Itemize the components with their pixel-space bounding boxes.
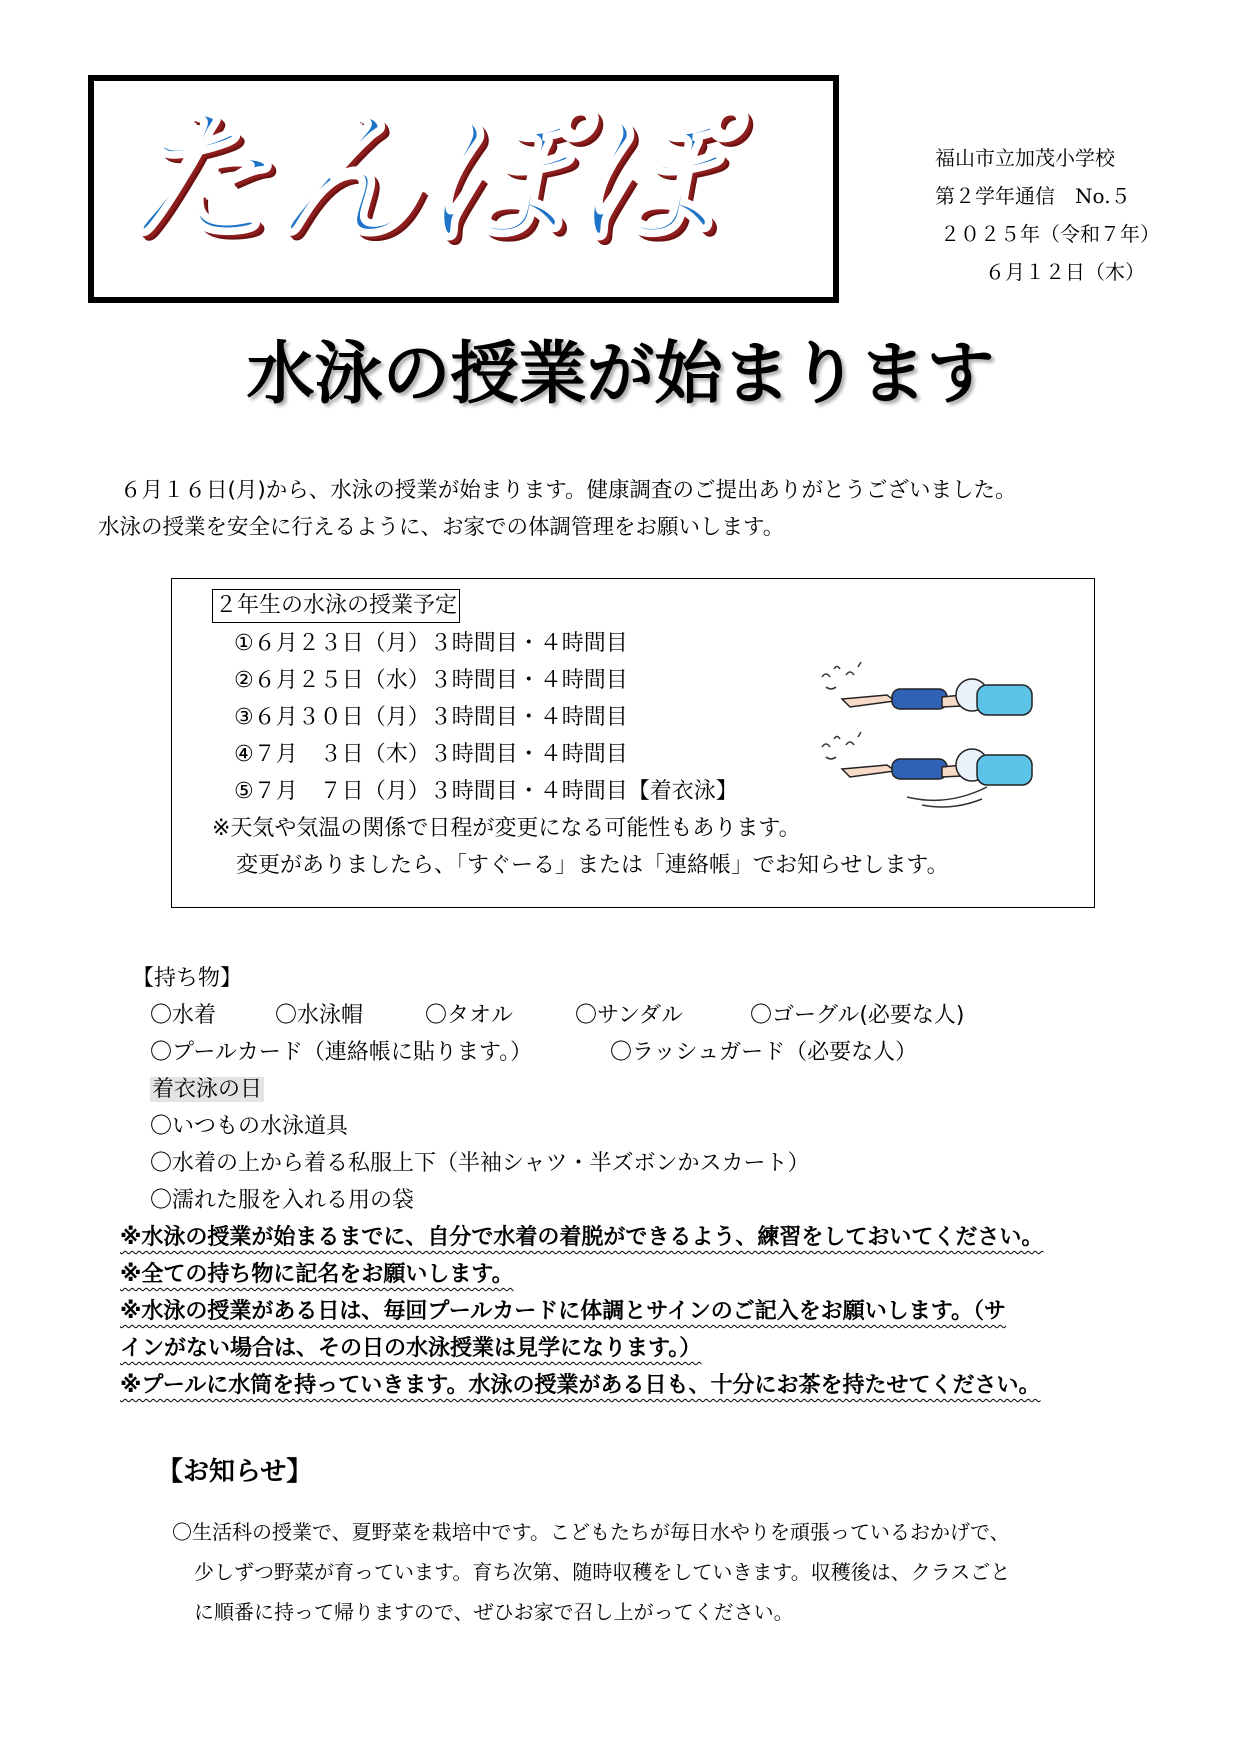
- chakui-label: 着衣泳の日: [152, 1077, 263, 1102]
- schedule-note-1: ※天気や気温の関係で日程が変更になる可能性もあります。: [212, 816, 801, 841]
- warning-3-cont: インがない場合は、その日の水泳授業は見学になります。）: [120, 1336, 702, 1361]
- issue-date: ６月１２日（木）: [985, 260, 1145, 284]
- school-name: 福山市立加茂小学校: [935, 146, 1115, 170]
- item-pool-card: 〇プールカード（連絡帳に貼ります。）: [150, 1040, 533, 1065]
- notice-heading: 【お知らせ】: [157, 1457, 313, 1487]
- warning-3: ※水泳の授業がある日は、毎回プールカードに体調とサインのご記入をお願いします。（サ: [120, 1299, 1006, 1324]
- item-goggles: 〇ゴーグル(必要な人): [750, 1003, 965, 1028]
- schedule-note-2: 変更がありましたら、「すぐーる」または「連絡帳」でお知らせします。: [236, 853, 949, 878]
- chakui-section: [150, 1071, 264, 1108]
- issue-year: ２０２５年（令和７年）: [940, 222, 1160, 246]
- newsletter-number: 第２学年通信 No.５: [935, 184, 1131, 208]
- belongings-row-1: [150, 997, 965, 1034]
- schedule-item-2: ②６月２５日（水）３時間目・４時間目: [234, 668, 628, 693]
- swimmers-illustration: [812, 647, 1052, 812]
- chakui-item-2: 〇水着の上から着る私服上下（半袖シャツ・半ズボンかスカート）: [150, 1151, 810, 1176]
- item-sandals: 〇サンダル: [575, 1003, 684, 1028]
- newsletter-title: たんぽぽ: [122, 91, 722, 263]
- warning-4: ※プールに水筒を持っていきます。水泳の授業がある日も、十分にお茶を持たせてください。: [120, 1373, 1041, 1398]
- belongings-heading: 【持ち物】: [132, 966, 243, 991]
- schedule-item-5: ⑤７月 ７日（月）３時間目・４時間目【着衣泳】: [234, 779, 738, 804]
- notice-line-2: 少しずつ野菜が育っています。育ち次第、随時収穫をしていきます。収穫後は、クラスごと: [194, 1560, 1011, 1584]
- chakui-item-1: 〇いつもの水泳道具: [150, 1114, 349, 1139]
- item-towel: 〇タオル: [425, 1003, 514, 1028]
- warning-1: ※水泳の授業が始まるまでに、自分で水着の着脱ができるよう、練習をしておいてください。: [120, 1225, 1044, 1250]
- schedule-box: [171, 578, 1095, 908]
- chakui-item-3: 〇濡れた服を入れる用の袋: [150, 1188, 415, 1213]
- intro-line-2: 水泳の授業を安全に行えるように、お家での体調管理をお願いします。: [98, 515, 785, 540]
- schedule-title: ２年生の水泳の授業予定: [212, 589, 460, 623]
- schedule-item-3: ③６月３０日（月）３時間目・４時間目: [234, 705, 628, 730]
- headline: 水泳の授業が始まります: [246, 335, 995, 414]
- schedule-item-4: ④７月 ３日（木）３時間目・４時間目: [234, 742, 628, 767]
- item-rash-guard: 〇ラッシュガード（必要な人）: [610, 1040, 918, 1065]
- notice-line-1: 〇生活科の授業で、夏野菜を栽培中です。こどもたちが毎日水やりを頑張っているおかげで、: [172, 1520, 1010, 1544]
- warning-2: ※全ての持ち物に記名をお願いします。: [120, 1262, 514, 1287]
- item-swimsuit: 〇水着: [150, 1003, 217, 1028]
- item-swim-cap: 〇水泳帽: [275, 1003, 364, 1028]
- masthead-title-box: [88, 75, 839, 303]
- belongings-row-2: [150, 1034, 917, 1071]
- intro-line-1: ６月１６日(月)から、水泳の授業が始まります。健康調査のご提出ありがとうございました。: [120, 478, 1017, 503]
- notice-line-3: に順番に持って帰りますので、ぜひお家で召し上がってください。: [194, 1600, 794, 1624]
- schedule-item-1: ①６月２３日（月）３時間目・４時間目: [234, 631, 628, 656]
